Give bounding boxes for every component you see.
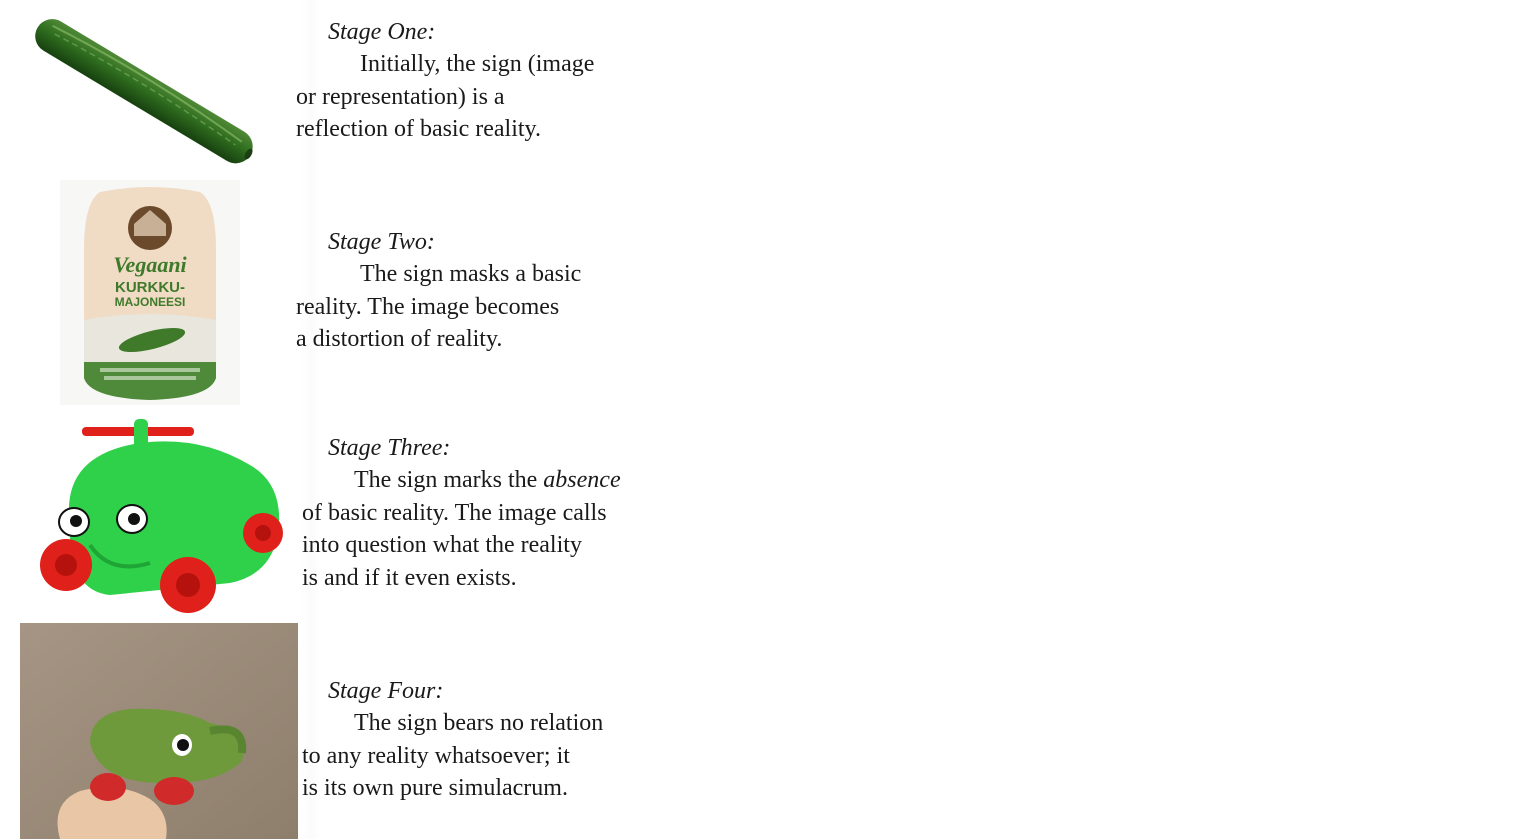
cucumber-image bbox=[20, 10, 260, 165]
stage-four-title: Stage Four: bbox=[328, 678, 444, 704]
stage-one-text bbox=[296, 48, 708, 146]
stage-three-line: is and if it even exists. bbox=[302, 564, 517, 591]
stage-two-text bbox=[296, 258, 708, 356]
stage-one-block bbox=[296, 16, 708, 146]
stage-one-line: reflection of basic reality. bbox=[296, 116, 541, 143]
stage-three-line: into question what the reality bbox=[302, 532, 582, 559]
stage-three-line: The sign marks the bbox=[354, 467, 544, 493]
stage-one-title: Stage One: bbox=[328, 19, 436, 45]
stage-two-line: reality. The image becomes bbox=[296, 293, 560, 320]
stage-four-text bbox=[302, 707, 708, 805]
plush-toy-photo bbox=[20, 623, 298, 839]
stage-three-title: Stage Three: bbox=[328, 435, 451, 461]
stage-three-block bbox=[302, 432, 748, 594]
stage-two-line: a distortion of reality. bbox=[296, 326, 503, 353]
stage-four-block bbox=[302, 675, 708, 805]
stage-three-text bbox=[302, 464, 748, 594]
jar-brand-text: Vegaani bbox=[113, 252, 187, 277]
stage-three-emphasis: absence bbox=[543, 467, 621, 493]
green-toy-car-image bbox=[30, 415, 290, 620]
stage-one-line: or representation) is a bbox=[296, 83, 505, 110]
jar-product-line2: MAJONEESI bbox=[114, 295, 186, 309]
stage-two-block bbox=[296, 226, 708, 356]
stage-one-line: Initially, the sign (image bbox=[360, 51, 595, 77]
stage-four-line: is its own pure simulacrum. bbox=[302, 775, 568, 802]
stage-two-title: Stage Two: bbox=[328, 229, 435, 255]
cucumber-mayonnaise-jar-image bbox=[60, 180, 240, 405]
stage-two-line: The sign masks a basic bbox=[360, 261, 582, 287]
stage-four-line: to any reality whatsoever; it bbox=[302, 742, 570, 769]
stage-four-line: The sign bears no relation bbox=[354, 710, 604, 736]
stage-three-line: of basic reality. The image calls bbox=[302, 499, 607, 526]
jar-product-line1: KURKKU- bbox=[115, 279, 185, 296]
